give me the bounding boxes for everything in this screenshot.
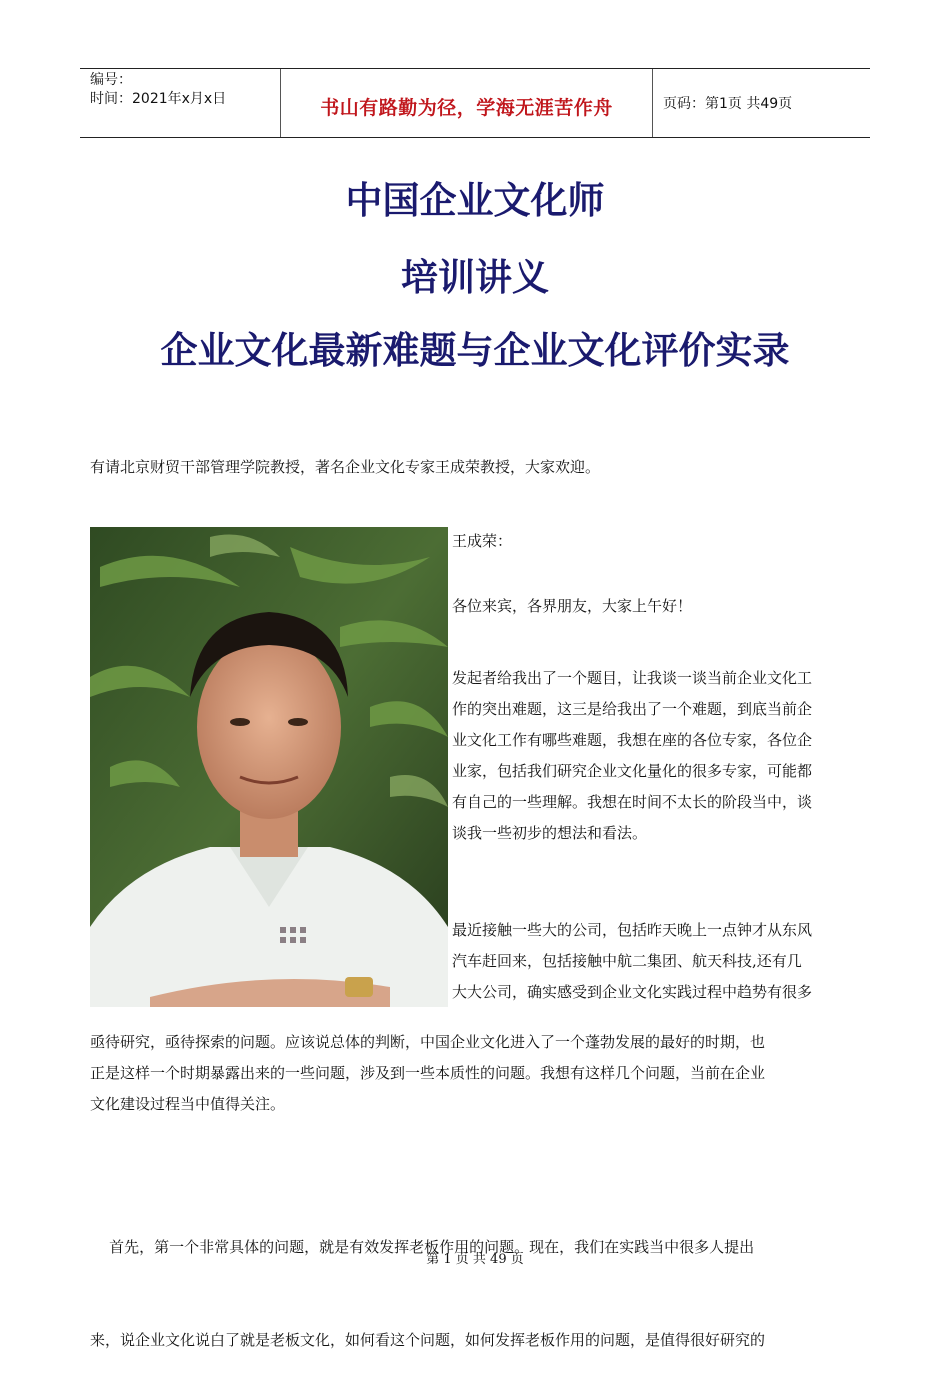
title-line-1: 中国企业文化师 — [345, 179, 605, 222]
text-line: 业文化工作有哪些难题，我想在座的各位专家，各位企 — [452, 731, 813, 749]
document-time-label: 时间：2021年x月x日 — [90, 91, 227, 107]
header-motto: 书山有路勤为径，学海无涯苦作舟 — [320, 96, 613, 119]
side-paragraph-1 — [452, 663, 812, 849]
text-line: 首先，第一个非常具体的问题，就是有效发挥老板作用的问题。现在，我们在实践当中很多人提出 — [90, 1238, 755, 1256]
header-page-cell — [653, 69, 870, 137]
document-number-label: 编号： — [90, 72, 132, 88]
text-line: 汽车赶回来，包括接触中航二集团、航天科技,还有几 — [452, 952, 802, 970]
text-line: 谈我一些初步的想法和看法。 — [452, 824, 648, 842]
text-line: 最近接触一些大的公司，包括昨天晚上一点钟才从东风 — [452, 921, 813, 939]
greeting-text: 各位来宾，各界朋友，大家上午好！ — [452, 597, 693, 615]
header-table — [80, 68, 870, 138]
body-paragraph-3 — [90, 1170, 860, 1387]
speaker-name: 王成荣： — [452, 532, 513, 550]
header-meta-cell — [80, 69, 280, 137]
text-line: 来，说企业文化说白了就是老板文化，如何看这个问题，如何发挥老板作用的问题，是值得很好研究的 — [90, 1331, 766, 1349]
text-line: 有自己的一些理解。我想在时间不太长的阶段当中，谈 — [452, 793, 813, 811]
intro-paragraph: 有请北京财贸干部管理学院教授，著名企业文化专家王成荣教授，大家欢迎。 — [90, 458, 601, 476]
header-page-code: 页码：第1页 共49页 — [663, 96, 793, 112]
speaker-photo — [90, 527, 448, 1007]
text-line: 文化建设过程当中值得关注。 — [90, 1095, 286, 1113]
header-motto-cell — [280, 69, 653, 137]
text-line: 大大公司，确实感受到企业文化实践过程中趋势有很多 — [452, 983, 813, 1001]
text-line: 作的突出难题，这三是给我出了一个难题，到底当前企 — [452, 700, 813, 718]
text-line: 发起者给我出了一个题目，让我谈一谈当前企业文化工 — [452, 669, 813, 687]
title-line-3: 企业文化最新难题与企业文化评价实录 — [160, 329, 790, 372]
text-line: 业家，包括我们研究企业文化量化的很多专家，可能都 — [452, 762, 813, 780]
text-line: 正是这样一个时期暴露出来的一些问题，涉及到一些本质性的问题。我想有这样几个问题，当前在企业 — [90, 1064, 766, 1082]
page-footer: 第 1 页 共 49 页 — [426, 1252, 524, 1267]
body-paragraph-2-continued — [90, 1027, 860, 1120]
title-line-2: 培训讲义 — [401, 256, 549, 299]
side-paragraph-2 — [452, 915, 812, 1008]
text-line: 亟待研究，亟待探索的问题。应该说总体的判断，中国企业文化进入了一个蓬勃发展的最好的时期，也 — [90, 1033, 766, 1051]
